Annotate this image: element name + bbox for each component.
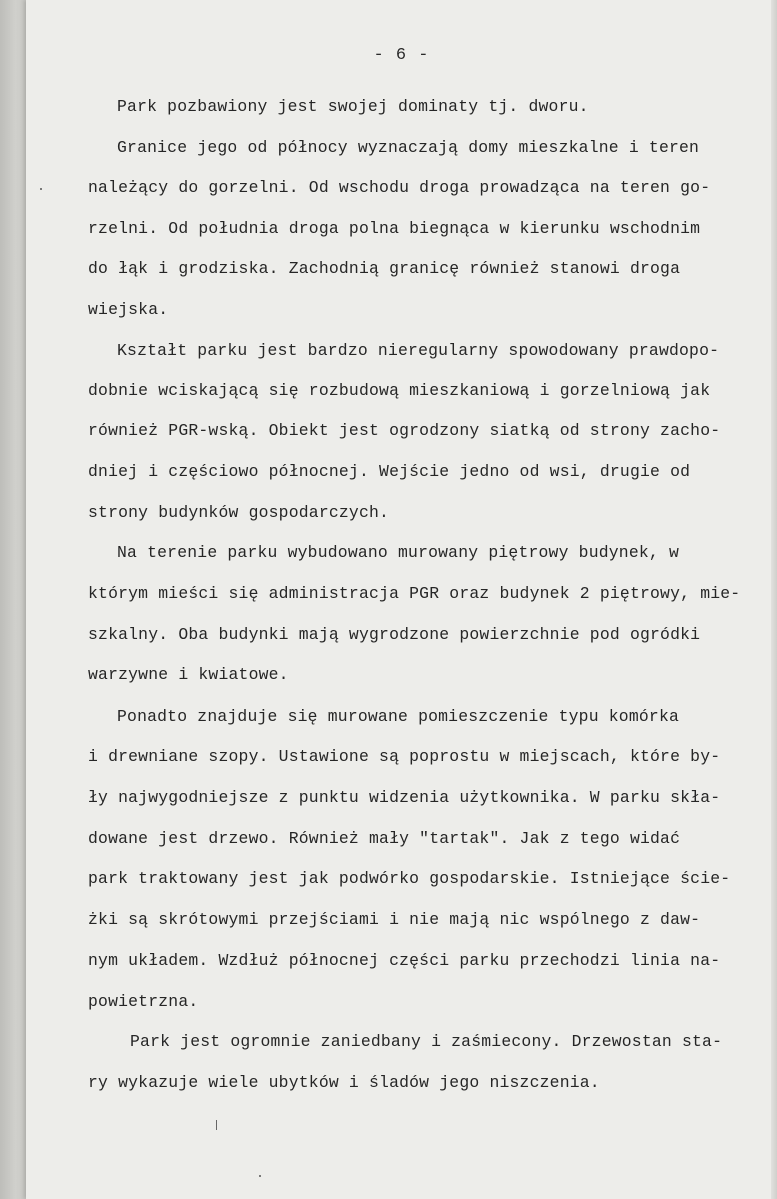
text-line: żki są skrótowymi przejściami i nie mają nic wspólnego z daw- [88,910,701,929]
text-line: powietrzna. [88,992,199,1011]
text-line: Park pozbawiony jest swojej dominaty tj. dworu. [117,97,589,116]
text-line: i drewniane szopy. Ustawione są poprostu w miejscach, które by- [88,747,721,766]
text-line: ły najwygodniejsze z punktu widzenia użytkownika. W parku skła- [88,788,721,807]
text-line: dniej i częściowo północnej. Wejście jedno od wsi, drugie od [88,462,691,481]
text-line: park traktowany jest jak podwórko gospodarskie. Istniejące ście- [88,869,731,888]
scan-right-edge [771,0,777,1199]
text-line: Na terenie parku wybudowano murowany piętrowy budynek, w [117,543,680,562]
scan-left-edge [0,0,26,1199]
text-line: nym układem. Wzdłuż północnej części parku przechodzi linia na- [88,951,721,970]
scan-mark [216,1120,217,1130]
text-line: do łąk i grodziska. Zachodnią granicę również stanowi droga [88,259,681,278]
text-line: strony budynków gospodarczych. [88,503,390,522]
text-line: wiejska. [88,300,169,319]
text-line: którym mieści się administracja PGR oraz budynek 2 piętrowy, mie- [88,584,741,603]
text-line: Park jest ogromnie zaniedbany i zaśmiecony. Drzewostan sta- [130,1032,723,1051]
text-line: ry wykazuje wiele ubytków i śladów jego niszczenia. [88,1073,600,1092]
text-line: szkalny. Oba budynki mają wygrodzone powierzchnie pod ogródki [88,625,701,644]
text-line: również PGR-wską. Obiekt jest ogrodzony siatką od strony zacho- [88,421,721,440]
scan-speck [40,188,42,190]
text-line: Kształt parku jest bardzo nieregularny spowodowany prawdopo- [117,341,720,360]
text-line: Granice jego od północy wyznaczają domy mieszkalne i teren [117,138,700,157]
text-line: dobnie wciskającą się rozbudową mieszkaniową i gorzelniową jak [88,381,711,400]
text-line: dowane jest drzewo. Również mały "tartak". Jak z tego widać [88,829,681,848]
document-page [26,0,777,1199]
text-line: warzywne i kwiatowe. [88,665,289,684]
text-line: należący do gorzelni. Od wschodu droga prowadząca na teren go- [88,178,711,197]
scan-speck [259,1175,261,1177]
text-line: rzelni. Od południa droga polna biegnąca w kierunku wschodnim [88,219,701,238]
page-number: - 6 - [373,46,430,65]
text-line: Ponadto znajduje się murowane pomieszczenie typu komórka [117,707,680,726]
